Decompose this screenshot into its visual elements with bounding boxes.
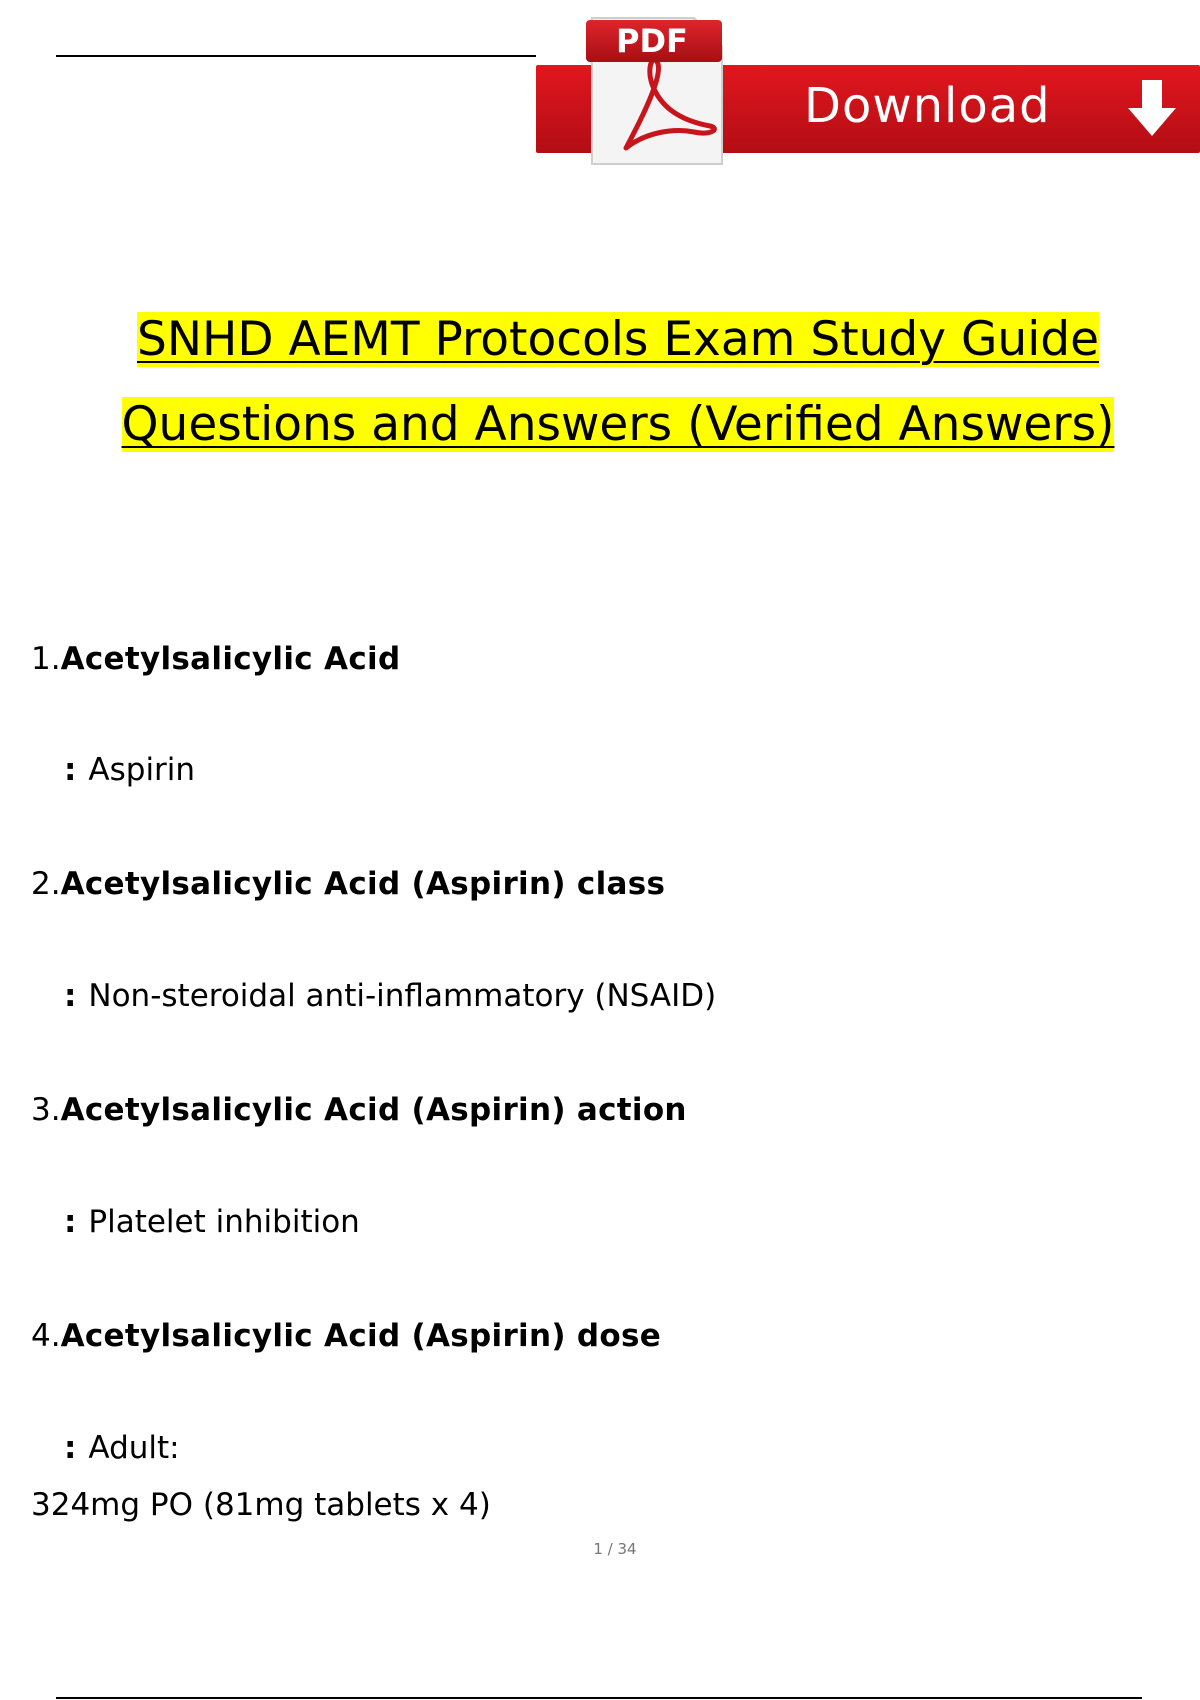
answer-text: Adult: xyxy=(88,1430,180,1466)
answer-marker: : xyxy=(64,1430,77,1466)
answer-3 xyxy=(64,1204,360,1240)
pdf-label: PDF xyxy=(586,20,722,62)
question-number: 2. xyxy=(31,866,61,902)
page-title-line-2: Questions and Answers (Verified Answers) xyxy=(121,397,1115,452)
answer-1 xyxy=(64,752,195,788)
answer-marker: : xyxy=(64,752,77,788)
download-label[interactable]: Download xyxy=(804,78,1051,134)
question-number: 1. xyxy=(31,641,61,677)
question-3 xyxy=(31,1092,687,1128)
question-term: Acetylsalicylic Acid xyxy=(60,641,401,677)
page-indicator: 1 / 34 xyxy=(593,1540,637,1558)
question-number: 4. xyxy=(31,1318,61,1354)
download-arrow-icon[interactable] xyxy=(1124,78,1180,140)
footer-rule xyxy=(56,1697,1142,1699)
answer-text: Non-steroidal anti-inflammatory (NSAID) xyxy=(88,978,717,1014)
answer-marker: : xyxy=(64,978,77,1014)
header-rule xyxy=(56,55,536,57)
question-term: Acetylsalicylic Acid (Aspirin) dose xyxy=(60,1318,662,1354)
page-title-line-1: SNHD AEMT Protocols Exam Study Guide xyxy=(136,312,1100,367)
answer-4-continued: 324mg PO (81mg tablets x 4) xyxy=(31,1487,491,1523)
question-term: Acetylsalicylic Acid (Aspirin) action xyxy=(60,1092,687,1128)
pdf-download-banner[interactable] xyxy=(536,0,1200,175)
pdf-file-icon xyxy=(582,8,728,168)
answer-2 xyxy=(64,978,716,1014)
answer-text: Aspirin xyxy=(88,752,196,788)
answer-4 xyxy=(64,1430,180,1466)
question-4 xyxy=(31,1318,661,1354)
answer-marker: : xyxy=(64,1204,77,1240)
question-number: 3. xyxy=(31,1092,61,1128)
question-term: Acetylsalicylic Acid (Aspirin) class xyxy=(60,866,666,902)
question-1 xyxy=(31,641,400,677)
question-2 xyxy=(31,866,665,902)
answer-text: Platelet inhibition xyxy=(88,1204,360,1240)
